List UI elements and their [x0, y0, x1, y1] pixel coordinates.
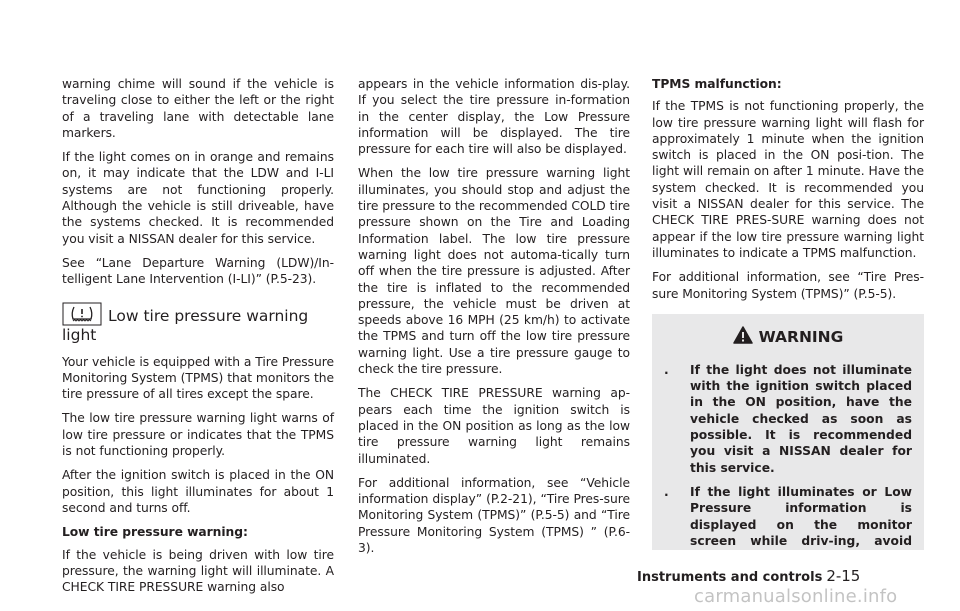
list-item [664, 362, 912, 476]
column-right [652, 76, 924, 550]
paragraph: For additional information, see “Tire Pres-sure Monitoring System (TPMS)” (P.5-5). [652, 270, 924, 301]
paragraph: After the ignition switch is placed in the ON position, this light illuminates for about 1 second and turns off. [62, 468, 334, 515]
paragraph: See “Lane Departure Warning (LDW)/In-telligent Lane Intervention (I-LI)” (P.5-23). [62, 255, 334, 287]
paragraph: The CHECK TIRE PRESSURE warning ap-pears each time the ignition switch is placed in the ON position as long as the low tire pressure warning light remains illuminated. [358, 386, 630, 466]
paragraph: appears in the vehicle information dis-play. If you select the tire pressure in-formation in the center display, the Low Pressure information will be displayed. The tire pressure for each tire will also be displayed. [358, 77, 630, 157]
tire-pressure-warning-icon [62, 302, 102, 326]
paragraph: For additional information, see “Vehicle information display” (P.2-21), “Tire Pres-sure Monitoring System (TPMS)” (P.5-5) and “Tire Pressure Monitoring System (TPMS) ” (P.6-3). [358, 475, 630, 556]
paragraph: If the TPMS is not functioning properly, the low tire pressure warning light will flash for approximately 1 minute when the ignition switch is placed in the ON posi-tion. The light will remain on after 1 minute. Have the system checked. It is recommended you visit a NISSAN dealer for this service. The CHECK TIRE PRES-SURE warning does not appear if the low tire pressure warning light illuminates to indicate a TPMS malfunction. [652, 99, 924, 260]
warning-title-text: WARNING [758, 327, 844, 346]
list-item-text: If the light illuminates or Low Pressure information is displayed on the monitor screen while driv-ing, avoid [690, 484, 912, 548]
paragraph: The low tire pressure warning light warns of low tire pressure or indicates that the TPMS is not functioning properly. [62, 411, 334, 459]
bullet: . [664, 362, 669, 377]
section-heading [62, 302, 334, 344]
paragraph: Your vehicle is equipped with a Tire Pressure Monitoring System (TPMS) that monitors the tire pressure of all tires except the spare. [62, 354, 334, 402]
paragraph: If the light comes on in orange and remains on, it may indicate that the LDW and I-LI systems are not functioning properly. Although the vehicle is still driveable, have the systems checked. It is recommended you visit a NISSAN dealer for this service. [62, 150, 334, 246]
list-item-text: If the light does not illuminate with the ignition switch placed in the ON position, have the vehicle checked as soon as possible. It is recommended you visit a NISSAN dealer for this service. [690, 362, 912, 475]
watermark: carmanualsonline.info [694, 586, 898, 607]
column-left [62, 76, 334, 603]
list-item [664, 484, 912, 550]
page-number: 2-15 [826, 567, 861, 585]
paragraph: If the vehicle is being driven with low tire pressure, the warning light will illuminate. A CHECK TIRE PRESSURE warning also [62, 547, 334, 595]
warning-box [652, 314, 924, 550]
column-middle [358, 76, 630, 564]
page-footer [637, 567, 860, 585]
subheading: Low tire pressure warning: [62, 525, 248, 540]
subheading: TPMS malfunction: [652, 77, 782, 91]
warning-triangle-icon [733, 326, 753, 348]
paragraph: When the low tire pressure warning light illuminates, you should stop and adjust the tire pressure to the recommended COLD tire pressure shown on the Tire and Loading Information label. The low tire pressure warning light does not automa-tically turn off when the tire pressure is adjusted. After the tire is inflated to the recommended pressure, the vehicle must be driven at speeds above 16 MPH (25 km/h) to activate the TPMS and turn off the low tire pressure warning light. Use a tire pressure gauge to check the tire pressure. [358, 166, 630, 377]
bullet: . [664, 484, 669, 499]
section-title: Low tire pressure warning light [62, 306, 309, 344]
warning-list [664, 362, 912, 550]
footer-section: Instruments and controls [637, 570, 823, 585]
warning-title [664, 326, 912, 348]
paragraph: warning chime will sound if the vehicle is traveling close to either the left or the right of a traveling lane with detectable lane markers. [62, 77, 334, 140]
